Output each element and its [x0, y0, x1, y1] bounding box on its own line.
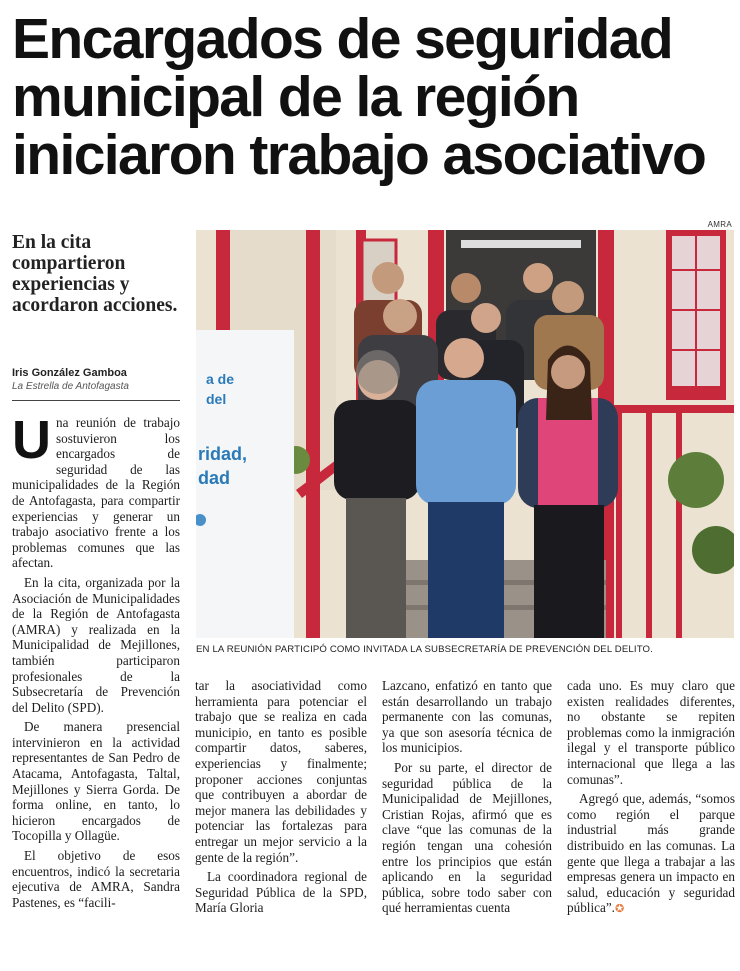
paragraph: tar la asociatividad como herramienta para potenciar el trabajo que se realiza en cada municipio, en tanto es posible compartir datos, saberes, experiencias y finalmente; proponer acciones conjuntas que contribuyen a abordar de mejor manera las debilidades y potenciar las fortalezas para entregar un mejor servicio a la gente de la región”.: [195, 678, 367, 865]
deck-subheading: En la cita compartieron experiencias y acordaron acciones.: [12, 232, 178, 316]
article-column-1: [12, 410, 180, 914]
paragraph: El objetivo de esos encuentros, indicó la secretaria ejecutiva de AMRA, Sandra Pastenes, es “facili-: [12, 848, 180, 910]
paragraph-intro-text: na reunión de trabajo sostuvieron los encargados de seguridad de las municipalidades de la Región de Antofagasta, para compartir experiencias y generar un trabajo asociativo frente a los problemas comunes que las afectan.: [12, 415, 180, 571]
headline: Encargados de seguridad municipal de la región iniciaron trabajo asociativo: [12, 7, 706, 187]
end-mark-icon: ✪: [614, 903, 625, 916]
banner-text-3: ridad,: [198, 444, 248, 464]
paragraph: Por su parte, el director de seguridad pública de la Municipalidad de Mejillones, Cristian Rojas, afirmó que es clave “que las comunas de la región tengan una cohesión entre los principios que están aplicando en la seguridad pública, sobre todo saber con qué herramientas cuenta: [382, 759, 552, 916]
banner-text-4: dad: [198, 468, 231, 488]
banner-text-2: del: [206, 391, 227, 407]
paragraph: De manera presencial intervinieron en la actividad representantes de San Pedro de Atacama, Antofagasta, Taltal, Mejillones y Sierra Gorda. De forma online, en tanto, lo hicieron encargados de Tocopilla y Ollagüe.: [12, 719, 180, 844]
article-column-2: [195, 678, 367, 920]
outlet-name: La Estrella de Antofagasta: [12, 381, 129, 392]
photo-credit: AMRA: [707, 220, 732, 229]
paragraph: Lazcano, enfatizó en tanto que están desarrollando un trabajo permanente con las comunas, ya que son asesoría técnica de los municipios.: [382, 678, 552, 756]
banner-text-1: a de: [206, 371, 235, 387]
paragraph: En la cita, organizada por la Asociación de Municipalidades de la Región de Antofagasta (AMRA) y realizada en la Municipalidad de Mejillones, también participaron profesionales de la Subsecretaría de Prevención del Delito (SPD).: [12, 574, 180, 715]
paragraph-final-text: Agregó que, además, “somos como región el parque industrial más grande distribuido en las comunas. La gente que llega a trabajar a las empresas genera un impacto en salud, educación y seguridad pública”.: [567, 791, 735, 916]
byline-divider: [12, 400, 180, 401]
article-column-4: [567, 678, 735, 922]
paragraph: [567, 791, 735, 918]
article-column-3: [382, 678, 552, 920]
group-photo-illustration: [196, 230, 734, 638]
drop-cap: U: [12, 410, 51, 470]
author-byline: Iris González Gamboa: [12, 367, 127, 379]
paragraph: cada uno. Es muy claro que existen realidades diferentes, no obstante se repiten problemas como la inmigración ilegal y el transporte público internacional que llega a las comunas”.: [567, 678, 735, 787]
paragraph: La coordinadora regional de Seguridad Pública de la SPD, María Gloria: [195, 869, 367, 916]
news-photo: [196, 230, 734, 638]
paragraph-intro: [12, 410, 180, 571]
photo-caption: EN LA REUNIÓN PARTICIPÓ COMO INVITADA LA SUBSECRETARÍA DE PREVENCIÓN DEL DELITO.: [196, 644, 653, 655]
